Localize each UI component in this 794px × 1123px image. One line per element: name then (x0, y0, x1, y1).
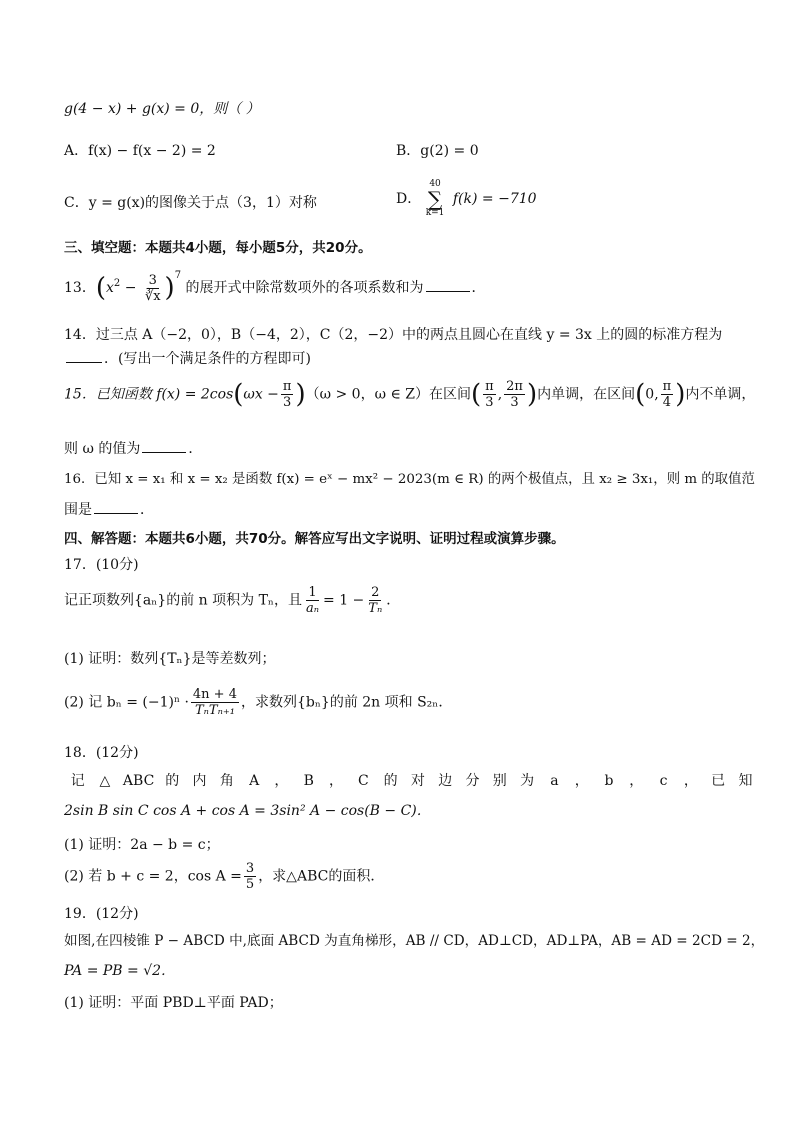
section-3-heading: 三、填空题：本题共4小题，每小题5分，共20分。 (64, 240, 372, 256)
q13-answer-blank[interactable] (426, 279, 470, 292)
q19-line2: PA = PB = √2． (64, 963, 176, 979)
q18-stem-char: A (249, 773, 260, 789)
q19-part1: (1) 证明：平面 PBD⊥平面 PAD； (64, 995, 283, 1011)
q13-fraction: $\frac{3}{∛x}$ (144, 272, 161, 304)
q18-stem-char: 内 (192, 773, 207, 789)
q18-stem-char: ， (329, 773, 344, 789)
q17-part2: (2) 记 bₙ = (−1)ⁿ · $\frac{4n + 4}{\text{TₙTₙ₊₁}}$ ，求数列{bₙ}的前 2n 项和 S₂ₙ． (64, 687, 453, 718)
q18-stem-line1 (64, 770, 759, 790)
section-4-heading: 四、解答题：本题共6小题，共70分。解答应写出文字说明、证明过程或演算步骤。 (64, 531, 565, 547)
q18-part1: (1) 证明：2a − b = c； (64, 837, 220, 853)
q14-line1: 14．过三点 A（−2，0），B（−4，2），C（2，−2）中的两点且圆心在直线 y = 3x 上的圆的标准方程为 (64, 327, 723, 343)
q18-stem-char: c (659, 773, 668, 789)
q18-stem-char: a (550, 773, 559, 789)
q12-option-b[interactable]: B．g(2) = 0 (396, 143, 479, 159)
q18-stem-char: 分 (465, 773, 480, 789)
q18-stem-char: 对 (410, 773, 425, 789)
q18-stem-char: b (604, 773, 614, 789)
q18-stem-char: ， (274, 773, 289, 789)
q18-stem-char: ABC (122, 773, 155, 789)
q18-stem-char: ， (629, 773, 644, 789)
q18-stem-char: 知 (738, 773, 753, 789)
q17-stem: 记正项数列{aₙ}的前 n 项积为 Tₙ，且 $\frac{1}{\text{aₙ}}$ = 1 − $\frac{2}{\text{Tₙ}}$ ． (64, 585, 401, 616)
q16-line2: 围是 ． (64, 502, 154, 518)
q12-option-a[interactable]: A．f(x) − f(x − 2) = 2 (64, 143, 216, 159)
q18-part2: (2) 若 b + c = 2，cos A = $\frac{3}{5}$ ，求△ABC的面积． (64, 861, 385, 892)
q13: 13．($x^2$ − $\frac{3}{∛x}$ )$^7$ 的展开式中除常数项外的各项系数和为 ． (64, 270, 486, 304)
q18-stem-char: ， (574, 773, 589, 789)
q16-line1: 16．已知 x = x₁ 和 x = x₂ 是函数 f(x) = eˣ − mx² − 2023(m ∈ R) 的两个极值点，且 x₂ ≥ 3x₁，则 m 的取值范 (64, 472, 755, 487)
q18-stem-char: 已 (711, 773, 726, 789)
q15-line2: 则 ω 的值为 ． (64, 441, 203, 457)
q18-stem-char: C (357, 773, 369, 789)
q15-line1: 15．已知函数 f(x) = 2cos(ωx − $\frac{\pi}{3}$ )（ω > 0，ω ∈ Z）在区间( $\frac{\pi}{3}$ , $\frac{2\pi}{3}$ )内单调，在区间(0, $\frac{\pi}{4}$ )内不单调， (64, 379, 756, 410)
q12-option-c[interactable]: C．y = g(x)的图像关于点（3，1）对称 (64, 195, 317, 211)
q18-header: 18．(12分) (64, 745, 139, 761)
q12-condition: g(4 − x) + g(x) = 0，则（ ） (64, 101, 260, 117)
q15-answer-blank[interactable] (142, 440, 186, 453)
q18-stem-char: 别 (492, 773, 507, 789)
q17-part1: (1) 证明：数列{Tₙ}是等差数列； (64, 651, 276, 667)
q18-stem-char: 为 (520, 773, 535, 789)
q18-stem-char: 边 (438, 773, 453, 789)
q12-option-d[interactable]: D． 40 ∑ k=1 f(k) = −710 (396, 179, 537, 218)
q18-stem-char: 角 (219, 773, 234, 789)
q14-answer-blank[interactable] (66, 350, 102, 363)
q16-answer-blank[interactable] (94, 501, 138, 514)
q18-stem-char: 的 (383, 773, 398, 789)
q17-header: 17．(10分) (64, 557, 139, 573)
q18-stem-char: 记 (70, 773, 85, 789)
q19-line1: 如图,在四棱锥 P − ABCD 中,底面 ABCD 为直角梯形，AB // CD，AD⊥CD，AD⊥PA，AB = AD = 2CD = 2， (64, 933, 765, 949)
q18-equation: 2sin B sin C cos A + cos A = 3sin² A − cos(B − C)． (64, 803, 431, 819)
q18-stem-char: 的 (165, 773, 180, 789)
q18-stem-char: B (303, 773, 314, 789)
summation-symbol: 40 ∑ k=1 (425, 179, 445, 218)
q19-header: 19．(12分) (64, 906, 139, 922)
q18-stem-char: △ (99, 773, 111, 789)
q14-line2: ．(写出一个满足条件的方程即可) (64, 348, 311, 368)
q18-stem-char: ， (683, 773, 698, 789)
